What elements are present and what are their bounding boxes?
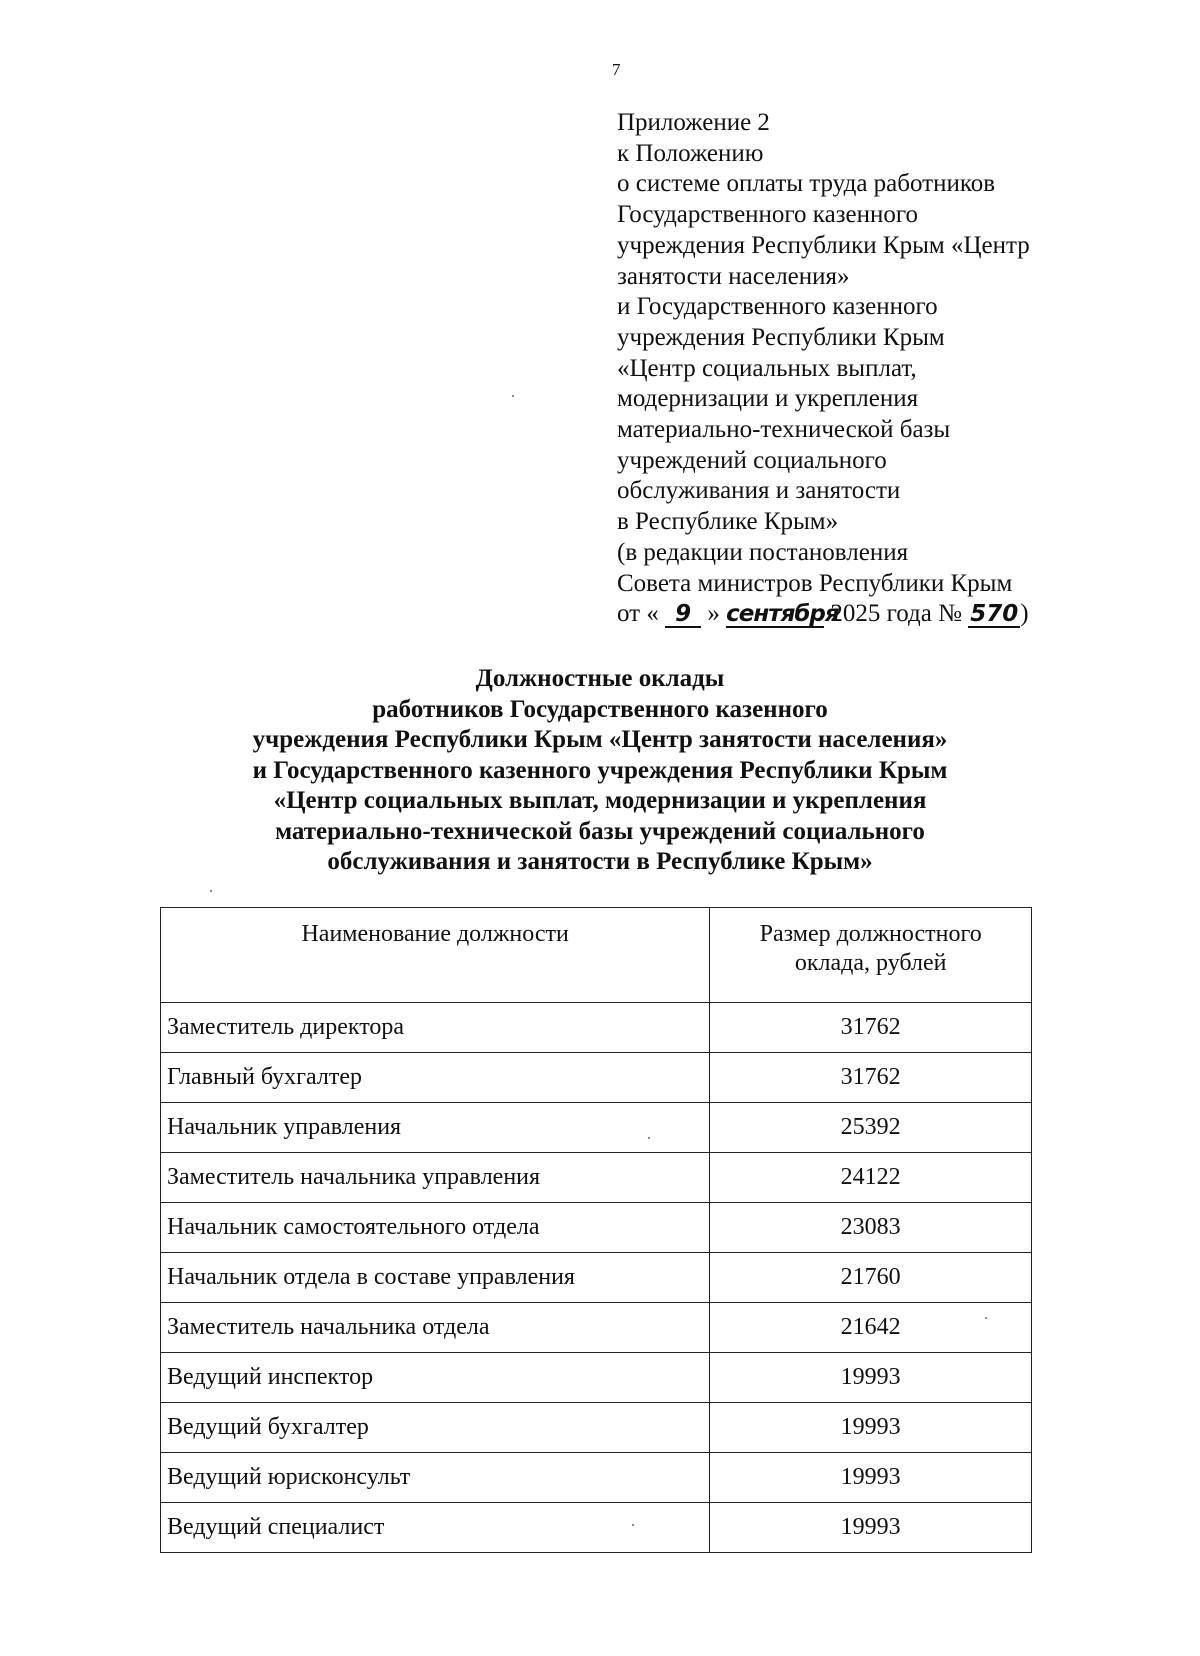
title-line: «Центр социальных выплат, модернизации и укрепления	[273, 787, 927, 814]
appendix-line: к Положению	[617, 139, 764, 167]
table-row	[161, 1253, 1032, 1303]
header-salary-line2: оклада, рублей	[794, 950, 947, 976]
appendix-line: обслуживания и занятости	[617, 477, 901, 505]
date-year-text: 2025 года №	[830, 600, 962, 628]
position-cell: Ведущий специалист	[161, 1503, 710, 1553]
appendix-block	[617, 108, 1117, 630]
position-cell: Заместитель начальника управления	[161, 1153, 710, 1203]
salary-cell: 19993	[710, 1403, 1032, 1453]
date-suffix: )	[1020, 600, 1029, 628]
table-header-row	[161, 908, 1032, 1003]
title-line: обслуживания и занятости в Республике Крым»	[327, 848, 873, 875]
appendix-line: (в редакции постановления	[617, 538, 909, 566]
salary-cell: 23083	[710, 1203, 1032, 1253]
salary-cell: 21760	[710, 1253, 1032, 1303]
table-row	[161, 1353, 1032, 1403]
salary-cell: 31762	[710, 1053, 1032, 1103]
salary-table	[160, 907, 1032, 1553]
scan-speck	[210, 890, 212, 892]
appendix-line: учреждения Республики Крым	[617, 323, 945, 351]
position-cell: Заместитель директора	[161, 1003, 710, 1053]
title-line: и Государственного казенного учреждения Республики Крым	[252, 756, 948, 784]
position-cell: Главный бухгалтер	[161, 1053, 710, 1103]
header-salary	[710, 908, 1032, 1003]
handwritten-month: сентября	[726, 601, 839, 628]
handwritten-number: 570	[970, 601, 1019, 628]
handwritten-day: 9	[665, 602, 701, 628]
table-row	[161, 1403, 1032, 1453]
appendix-line: учреждения Республики Крым «Центр	[617, 231, 1030, 259]
position-cell: Начальник управления	[161, 1103, 710, 1153]
scan-speck	[985, 1317, 987, 1319]
table-row	[161, 1103, 1032, 1153]
header-position: Наименование должности	[161, 908, 710, 1003]
salary-cell: 31762	[710, 1003, 1032, 1053]
table-row	[161, 1003, 1032, 1053]
resolution-date-line	[617, 599, 1117, 630]
title-line: учреждения Республики Крым «Центр занятости населения»	[252, 726, 948, 753]
scan-speck	[512, 395, 514, 397]
table-row	[161, 1153, 1032, 1203]
appendix-line: занятости населения»	[617, 262, 850, 290]
salary-cell: 24122	[710, 1153, 1032, 1203]
appendix-line: Приложение 2	[617, 109, 770, 136]
table-row	[161, 1053, 1032, 1103]
appendix-line: Совета министров Республики Крым	[617, 569, 1013, 597]
appendix-line: и Государственного казенного	[617, 293, 938, 321]
appendix-line: учреждений социального	[617, 446, 887, 474]
table-row	[161, 1303, 1032, 1353]
salary-cell: 19993	[710, 1353, 1032, 1403]
salary-cell: 19993	[710, 1503, 1032, 1553]
position-cell: Ведущий бухгалтер	[161, 1403, 710, 1453]
table-row	[161, 1203, 1032, 1253]
appendix-line: «Центр социальных выплат,	[617, 354, 917, 382]
title-line: работников Государственного казенного	[372, 695, 828, 723]
header-salary-line1: Размер должностного	[759, 921, 982, 947]
table-row	[161, 1453, 1032, 1503]
date-prefix: от «	[617, 600, 659, 628]
position-cell: Начальник самостоятельного отдела	[161, 1203, 710, 1253]
title-line: Должностные оклады	[475, 665, 725, 692]
appendix-line: о системе оплаты труда работников	[617, 170, 996, 198]
position-cell: Ведущий инспектор	[161, 1353, 710, 1403]
position-cell: Ведущий юрисконсульт	[161, 1453, 710, 1503]
appendix-line: Государственного казенного	[617, 201, 919, 229]
appendix-line: в Республике Крым»	[617, 508, 839, 536]
salary-cell: 19993	[710, 1453, 1032, 1503]
scan-speck	[632, 1524, 634, 1526]
date-quote-close: »	[707, 600, 720, 628]
salary-cell: 25392	[710, 1103, 1032, 1153]
title-line: материально-технической базы учреждений социального	[275, 817, 925, 845]
page-number: 7	[612, 60, 621, 79]
position-cell: Заместитель начальника отдела	[161, 1303, 710, 1353]
scan-speck	[648, 1137, 650, 1139]
appendix-line: модернизации и укрепления	[617, 385, 919, 413]
document-title	[150, 664, 1050, 878]
table-row	[161, 1503, 1032, 1553]
position-cell: Начальник отдела в составе управления	[161, 1253, 710, 1303]
appendix-line: материально-технической базы	[617, 416, 951, 444]
salary-cell: 21642	[710, 1303, 1032, 1353]
